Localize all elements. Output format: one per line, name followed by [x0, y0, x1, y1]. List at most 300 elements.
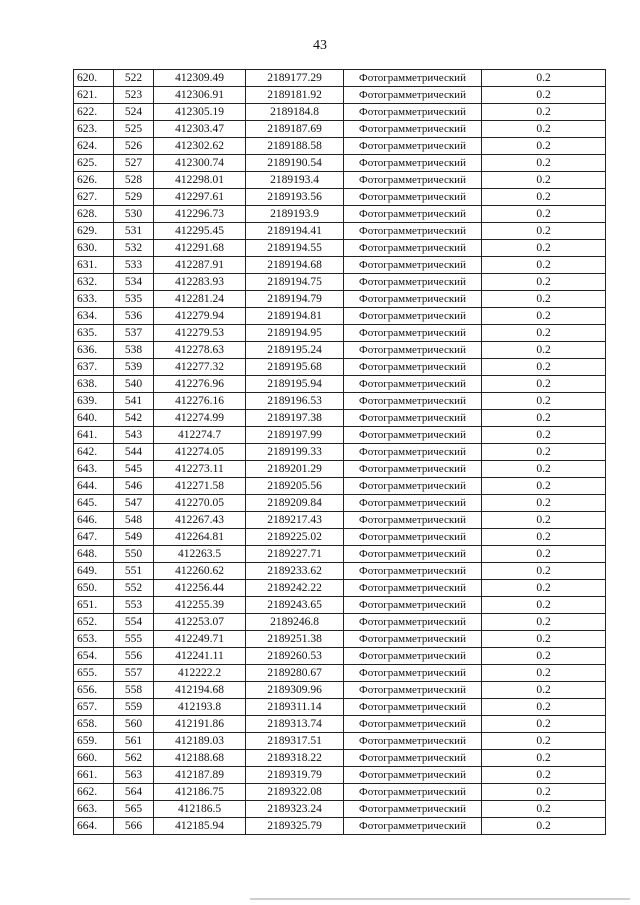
- accuracy-cell: 0.2: [482, 342, 606, 359]
- table-row: [74, 597, 606, 614]
- x-coordinate-cell: 412295.45: [154, 223, 246, 240]
- point-number-cell: 548: [114, 512, 154, 529]
- point-number-cell: 544: [114, 444, 154, 461]
- table-row: [74, 784, 606, 801]
- point-number-cell: 560: [114, 716, 154, 733]
- y-coordinate-cell: 2189181.92: [246, 87, 344, 104]
- method-cell: Фотограмметрический: [344, 138, 482, 155]
- x-coordinate-cell: 412279.53: [154, 325, 246, 342]
- method-cell: Фотограмметрический: [344, 172, 482, 189]
- row-number-cell: 626.: [74, 172, 114, 189]
- point-number-cell: 529: [114, 189, 154, 206]
- table-row: [74, 325, 606, 342]
- method-cell: Фотограмметрический: [344, 291, 482, 308]
- x-coordinate-cell: 412296.73: [154, 206, 246, 223]
- x-coordinate-cell: 412297.61: [154, 189, 246, 206]
- row-number-cell: 629.: [74, 223, 114, 240]
- scan-edge-line: [250, 898, 630, 900]
- table-row: [74, 410, 606, 427]
- method-cell: Фотограмметрический: [344, 478, 482, 495]
- table-row: [74, 206, 606, 223]
- y-coordinate-cell: 2189313.74: [246, 716, 344, 733]
- method-cell: Фотограмметрический: [344, 308, 482, 325]
- x-coordinate-cell: 412278.63: [154, 342, 246, 359]
- table-row: [74, 359, 606, 376]
- row-number-cell: 621.: [74, 87, 114, 104]
- point-number-cell: 541: [114, 393, 154, 410]
- y-coordinate-cell: 2189225.02: [246, 529, 344, 546]
- point-number-cell: 565: [114, 801, 154, 818]
- page-number: 43: [313, 38, 327, 53]
- y-coordinate-cell: 2189243.65: [246, 597, 344, 614]
- accuracy-cell: 0.2: [482, 699, 606, 716]
- y-coordinate-cell: 2189193.56: [246, 189, 344, 206]
- table-row: [74, 138, 606, 155]
- y-coordinate-cell: 2189194.75: [246, 274, 344, 291]
- point-number-cell: 534: [114, 274, 154, 291]
- x-coordinate-cell: 412263.5: [154, 546, 246, 563]
- point-number-cell: 526: [114, 138, 154, 155]
- method-cell: Фотограмметрический: [344, 580, 482, 597]
- y-coordinate-cell: 2189197.99: [246, 427, 344, 444]
- x-coordinate-cell: 412260.62: [154, 563, 246, 580]
- method-cell: Фотограмметрический: [344, 529, 482, 546]
- x-coordinate-cell: 412303.47: [154, 121, 246, 138]
- row-number-cell: 657.: [74, 699, 114, 716]
- method-cell: Фотограмметрический: [344, 546, 482, 563]
- method-cell: Фотограмметрический: [344, 206, 482, 223]
- point-number-cell: 542: [114, 410, 154, 427]
- row-number-cell: 620.: [74, 70, 114, 87]
- point-number-cell: 543: [114, 427, 154, 444]
- point-number-cell: 553: [114, 597, 154, 614]
- row-number-cell: 659.: [74, 733, 114, 750]
- y-coordinate-cell: 2189280.67: [246, 665, 344, 682]
- accuracy-cell: 0.2: [482, 733, 606, 750]
- point-number-cell: 547: [114, 495, 154, 512]
- method-cell: Фотограмметрический: [344, 376, 482, 393]
- accuracy-cell: 0.2: [482, 138, 606, 155]
- row-number-cell: 634.: [74, 308, 114, 325]
- method-cell: Фотограмметрический: [344, 631, 482, 648]
- accuracy-cell: 0.2: [482, 291, 606, 308]
- accuracy-cell: 0.2: [482, 410, 606, 427]
- point-number-cell: 537: [114, 325, 154, 342]
- table-row: [74, 801, 606, 818]
- method-cell: Фотограмметрический: [344, 223, 482, 240]
- y-coordinate-cell: 2189195.68: [246, 359, 344, 376]
- row-number-cell: 624.: [74, 138, 114, 155]
- point-number-cell: 549: [114, 529, 154, 546]
- row-number-cell: 649.: [74, 563, 114, 580]
- method-cell: Фотограмметрический: [344, 495, 482, 512]
- point-number-cell: 523: [114, 87, 154, 104]
- x-coordinate-cell: 412283.93: [154, 274, 246, 291]
- method-cell: Фотограмметрический: [344, 716, 482, 733]
- table-row: [74, 580, 606, 597]
- x-coordinate-cell: 412264.81: [154, 529, 246, 546]
- point-number-cell: 530: [114, 206, 154, 223]
- x-coordinate-cell: 412189.03: [154, 733, 246, 750]
- x-coordinate-cell: 412188.68: [154, 750, 246, 767]
- accuracy-cell: 0.2: [482, 104, 606, 121]
- point-number-cell: 564: [114, 784, 154, 801]
- table-row: [74, 461, 606, 478]
- table-row: [74, 699, 606, 716]
- method-cell: Фотограмметрический: [344, 597, 482, 614]
- table-row: [74, 291, 606, 308]
- method-cell: Фотограмметрический: [344, 665, 482, 682]
- row-number-cell: 642.: [74, 444, 114, 461]
- method-cell: Фотограмметрический: [344, 87, 482, 104]
- method-cell: Фотограмметрический: [344, 767, 482, 784]
- point-number-cell: 563: [114, 767, 154, 784]
- y-coordinate-cell: 2189194.55: [246, 240, 344, 257]
- x-coordinate-cell: 412187.89: [154, 767, 246, 784]
- table-row: [74, 274, 606, 291]
- y-coordinate-cell: 2189246.8: [246, 614, 344, 631]
- y-coordinate-cell: 2189318.22: [246, 750, 344, 767]
- table-row: [74, 87, 606, 104]
- method-cell: Фотограмметрический: [344, 614, 482, 631]
- accuracy-cell: 0.2: [482, 716, 606, 733]
- table-row: [74, 478, 606, 495]
- point-number-cell: 527: [114, 155, 154, 172]
- row-number-cell: 627.: [74, 189, 114, 206]
- y-coordinate-cell: 2189193.4: [246, 172, 344, 189]
- x-coordinate-cell: 412186.5: [154, 801, 246, 818]
- point-number-cell: 522: [114, 70, 154, 87]
- x-coordinate-cell: 412287.91: [154, 257, 246, 274]
- y-coordinate-cell: 2189317.51: [246, 733, 344, 750]
- table-row: [74, 648, 606, 665]
- accuracy-cell: 0.2: [482, 495, 606, 512]
- x-coordinate-cell: 412191.86: [154, 716, 246, 733]
- method-cell: Фотограмметрический: [344, 359, 482, 376]
- row-number-cell: 639.: [74, 393, 114, 410]
- accuracy-cell: 0.2: [482, 359, 606, 376]
- y-coordinate-cell: 2189196.53: [246, 393, 344, 410]
- method-cell: Фотограмметрический: [344, 257, 482, 274]
- method-cell: Фотограмметрический: [344, 189, 482, 206]
- row-number-cell: 650.: [74, 580, 114, 597]
- accuracy-cell: 0.2: [482, 614, 606, 631]
- method-cell: Фотограмметрический: [344, 733, 482, 750]
- table-body: [74, 70, 606, 835]
- row-number-cell: 630.: [74, 240, 114, 257]
- y-coordinate-cell: 2189187.69: [246, 121, 344, 138]
- y-coordinate-cell: 2189199.33: [246, 444, 344, 461]
- point-number-cell: 561: [114, 733, 154, 750]
- row-number-cell: 656.: [74, 682, 114, 699]
- table-row: [74, 308, 606, 325]
- accuracy-cell: 0.2: [482, 274, 606, 291]
- accuracy-cell: 0.2: [482, 257, 606, 274]
- x-coordinate-cell: 412274.05: [154, 444, 246, 461]
- row-number-cell: 631.: [74, 257, 114, 274]
- table-row: [74, 767, 606, 784]
- y-coordinate-cell: 2189251.38: [246, 631, 344, 648]
- table-row: [74, 104, 606, 121]
- method-cell: Фотограмметрический: [344, 682, 482, 699]
- table-row: [74, 563, 606, 580]
- y-coordinate-cell: 2189233.62: [246, 563, 344, 580]
- row-number-cell: 663.: [74, 801, 114, 818]
- row-number-cell: 643.: [74, 461, 114, 478]
- accuracy-cell: 0.2: [482, 461, 606, 478]
- x-coordinate-cell: 412302.62: [154, 138, 246, 155]
- x-coordinate-cell: 412222.2: [154, 665, 246, 682]
- x-coordinate-cell: 412271.58: [154, 478, 246, 495]
- x-coordinate-cell: 412274.99: [154, 410, 246, 427]
- accuracy-cell: 0.2: [482, 546, 606, 563]
- point-number-cell: 545: [114, 461, 154, 478]
- method-cell: Фотограмметрический: [344, 240, 482, 257]
- x-coordinate-cell: 412291.68: [154, 240, 246, 257]
- method-cell: Фотограмметрический: [344, 393, 482, 410]
- point-number-cell: 539: [114, 359, 154, 376]
- accuracy-cell: 0.2: [482, 682, 606, 699]
- row-number-cell: 655.: [74, 665, 114, 682]
- row-number-cell: 632.: [74, 274, 114, 291]
- x-coordinate-cell: 412194.68: [154, 682, 246, 699]
- y-coordinate-cell: 2189177.29: [246, 70, 344, 87]
- y-coordinate-cell: 2189323.24: [246, 801, 344, 818]
- accuracy-cell: 0.2: [482, 784, 606, 801]
- table-row: [74, 172, 606, 189]
- method-cell: Фотограмметрический: [344, 461, 482, 478]
- point-number-cell: 551: [114, 563, 154, 580]
- y-coordinate-cell: 2189242.22: [246, 580, 344, 597]
- x-coordinate-cell: 412253.07: [154, 614, 246, 631]
- table-row: [74, 342, 606, 359]
- table-row: [74, 376, 606, 393]
- accuracy-cell: 0.2: [482, 529, 606, 546]
- table-row: [74, 750, 606, 767]
- x-coordinate-cell: 412281.24: [154, 291, 246, 308]
- point-number-cell: 538: [114, 342, 154, 359]
- y-coordinate-cell: 2189194.68: [246, 257, 344, 274]
- row-number-cell: 623.: [74, 121, 114, 138]
- row-number-cell: 628.: [74, 206, 114, 223]
- point-number-cell: 532: [114, 240, 154, 257]
- table-row: [74, 257, 606, 274]
- table-row: [74, 70, 606, 87]
- row-number-cell: 625.: [74, 155, 114, 172]
- y-coordinate-cell: 2189217.43: [246, 512, 344, 529]
- x-coordinate-cell: 412186.75: [154, 784, 246, 801]
- y-coordinate-cell: 2189194.79: [246, 291, 344, 308]
- x-coordinate-cell: 412193.8: [154, 699, 246, 716]
- y-coordinate-cell: 2189205.56: [246, 478, 344, 495]
- accuracy-cell: 0.2: [482, 427, 606, 444]
- row-number-cell: 636.: [74, 342, 114, 359]
- row-number-cell: 661.: [74, 767, 114, 784]
- row-number-cell: 651.: [74, 597, 114, 614]
- table-row: [74, 240, 606, 257]
- y-coordinate-cell: 2189184.8: [246, 104, 344, 121]
- method-cell: Фотограмметрический: [344, 155, 482, 172]
- y-coordinate-cell: 2189209.84: [246, 495, 344, 512]
- x-coordinate-cell: 412241.11: [154, 648, 246, 665]
- y-coordinate-cell: 2189194.95: [246, 325, 344, 342]
- row-number-cell: 654.: [74, 648, 114, 665]
- table-row: [74, 393, 606, 410]
- y-coordinate-cell: 2189188.58: [246, 138, 344, 155]
- table-row: [74, 495, 606, 512]
- method-cell: Фотограмметрический: [344, 70, 482, 87]
- y-coordinate-cell: 2189309.96: [246, 682, 344, 699]
- row-number-cell: 658.: [74, 716, 114, 733]
- accuracy-cell: 0.2: [482, 393, 606, 410]
- table-row: [74, 189, 606, 206]
- y-coordinate-cell: 2189227.71: [246, 546, 344, 563]
- table-row: [74, 733, 606, 750]
- accuracy-cell: 0.2: [482, 189, 606, 206]
- accuracy-cell: 0.2: [482, 376, 606, 393]
- x-coordinate-cell: 412256.44: [154, 580, 246, 597]
- row-number-cell: 662.: [74, 784, 114, 801]
- row-number-cell: 645.: [74, 495, 114, 512]
- accuracy-cell: 0.2: [482, 240, 606, 257]
- x-coordinate-cell: 412270.05: [154, 495, 246, 512]
- table-row: [74, 512, 606, 529]
- y-coordinate-cell: 2189190.54: [246, 155, 344, 172]
- y-coordinate-cell: 2189319.79: [246, 767, 344, 784]
- accuracy-cell: 0.2: [482, 155, 606, 172]
- point-number-cell: 546: [114, 478, 154, 495]
- accuracy-cell: 0.2: [482, 172, 606, 189]
- y-coordinate-cell: 2189325.79: [246, 818, 344, 835]
- accuracy-cell: 0.2: [482, 767, 606, 784]
- x-coordinate-cell: 412273.11: [154, 461, 246, 478]
- point-number-cell: 562: [114, 750, 154, 767]
- x-coordinate-cell: 412309.49: [154, 70, 246, 87]
- row-number-cell: 640.: [74, 410, 114, 427]
- row-number-cell: 635.: [74, 325, 114, 342]
- y-coordinate-cell: 2189197.38: [246, 410, 344, 427]
- accuracy-cell: 0.2: [482, 801, 606, 818]
- row-number-cell: 648.: [74, 546, 114, 563]
- accuracy-cell: 0.2: [482, 444, 606, 461]
- table-row: [74, 614, 606, 631]
- table-row: [74, 155, 606, 172]
- accuracy-cell: 0.2: [482, 223, 606, 240]
- point-number-cell: 524: [114, 104, 154, 121]
- x-coordinate-cell: 412279.94: [154, 308, 246, 325]
- point-number-cell: 550: [114, 546, 154, 563]
- accuracy-cell: 0.2: [482, 121, 606, 138]
- row-number-cell: 638.: [74, 376, 114, 393]
- method-cell: Фотограмметрический: [344, 648, 482, 665]
- point-number-cell: 556: [114, 648, 154, 665]
- row-number-cell: 647.: [74, 529, 114, 546]
- y-coordinate-cell: 2189193.9: [246, 206, 344, 223]
- method-cell: Фотограмметрический: [344, 274, 482, 291]
- x-coordinate-cell: 412185.94: [154, 818, 246, 835]
- table-row: [74, 546, 606, 563]
- y-coordinate-cell: 2189311.14: [246, 699, 344, 716]
- table-row: [74, 529, 606, 546]
- accuracy-cell: 0.2: [482, 512, 606, 529]
- accuracy-cell: 0.2: [482, 631, 606, 648]
- point-number-cell: 558: [114, 682, 154, 699]
- table-row: [74, 121, 606, 138]
- point-number-cell: 528: [114, 172, 154, 189]
- y-coordinate-cell: 2189194.81: [246, 308, 344, 325]
- x-coordinate-cell: 412249.71: [154, 631, 246, 648]
- method-cell: Фотограмметрический: [344, 801, 482, 818]
- point-number-cell: 525: [114, 121, 154, 138]
- method-cell: Фотограмметрический: [344, 818, 482, 835]
- x-coordinate-cell: 412300.74: [154, 155, 246, 172]
- y-coordinate-cell: 2189322.08: [246, 784, 344, 801]
- x-coordinate-cell: 412276.16: [154, 393, 246, 410]
- table-row: [74, 444, 606, 461]
- coordinates-table: [73, 69, 606, 835]
- y-coordinate-cell: 2189201.29: [246, 461, 344, 478]
- row-number-cell: 664.: [74, 818, 114, 835]
- point-number-cell: 536: [114, 308, 154, 325]
- row-number-cell: 637.: [74, 359, 114, 376]
- x-coordinate-cell: 412267.43: [154, 512, 246, 529]
- point-number-cell: 557: [114, 665, 154, 682]
- accuracy-cell: 0.2: [482, 563, 606, 580]
- x-coordinate-cell: 412277.32: [154, 359, 246, 376]
- x-coordinate-cell: 412298.01: [154, 172, 246, 189]
- table-row: [74, 716, 606, 733]
- table-row: [74, 631, 606, 648]
- row-number-cell: 633.: [74, 291, 114, 308]
- accuracy-cell: 0.2: [482, 597, 606, 614]
- accuracy-cell: 0.2: [482, 70, 606, 87]
- y-coordinate-cell: 2189195.94: [246, 376, 344, 393]
- accuracy-cell: 0.2: [482, 648, 606, 665]
- point-number-cell: 535: [114, 291, 154, 308]
- method-cell: Фотограмметрический: [344, 444, 482, 461]
- x-coordinate-cell: 412255.39: [154, 597, 246, 614]
- point-number-cell: 554: [114, 614, 154, 631]
- method-cell: Фотограмметрический: [344, 342, 482, 359]
- accuracy-cell: 0.2: [482, 818, 606, 835]
- y-coordinate-cell: 2189194.41: [246, 223, 344, 240]
- row-number-cell: 622.: [74, 104, 114, 121]
- accuracy-cell: 0.2: [482, 206, 606, 223]
- table-row: [74, 818, 606, 835]
- table-row: [74, 223, 606, 240]
- method-cell: Фотограмметрический: [344, 750, 482, 767]
- method-cell: Фотограмметрический: [344, 563, 482, 580]
- method-cell: Фотограмметрический: [344, 104, 482, 121]
- method-cell: Фотограмметрический: [344, 699, 482, 716]
- x-coordinate-cell: 412276.96: [154, 376, 246, 393]
- point-number-cell: 559: [114, 699, 154, 716]
- point-number-cell: 540: [114, 376, 154, 393]
- method-cell: Фотограмметрический: [344, 512, 482, 529]
- point-number-cell: 552: [114, 580, 154, 597]
- y-coordinate-cell: 2189195.24: [246, 342, 344, 359]
- row-number-cell: 641.: [74, 427, 114, 444]
- row-number-cell: 652.: [74, 614, 114, 631]
- table-row: [74, 665, 606, 682]
- row-number-cell: 653.: [74, 631, 114, 648]
- accuracy-cell: 0.2: [482, 750, 606, 767]
- coordinates-table-container: [73, 69, 605, 835]
- accuracy-cell: 0.2: [482, 325, 606, 342]
- method-cell: Фотограмметрический: [344, 784, 482, 801]
- point-number-cell: 533: [114, 257, 154, 274]
- method-cell: Фотограмметрический: [344, 427, 482, 444]
